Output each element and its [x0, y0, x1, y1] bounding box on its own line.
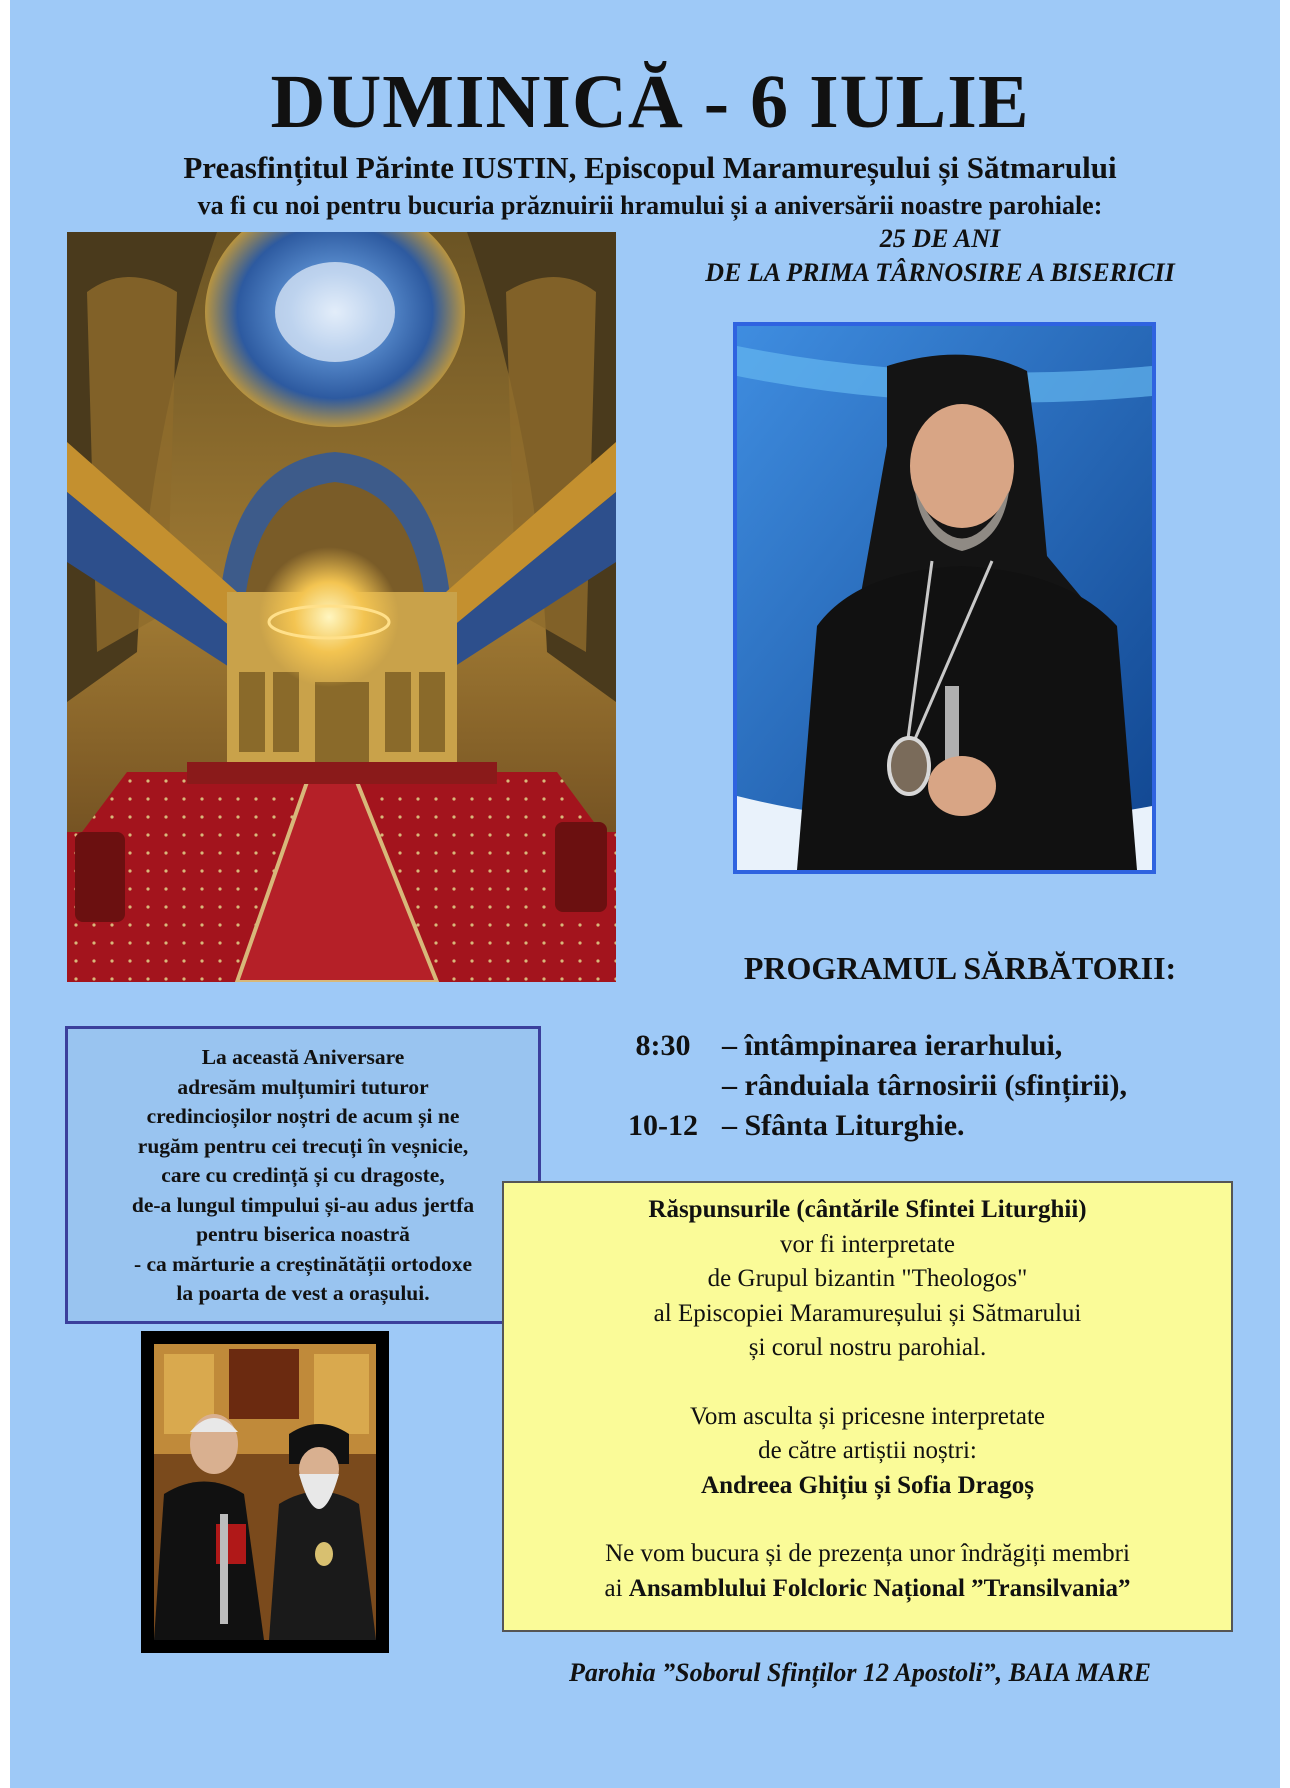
program-title: PROGRAMUL SĂRBĂTORII:	[743, 950, 1177, 986]
thanks-line: pentru biserica noastră	[196, 1222, 410, 1246]
responses-line: al Episcopiei Maramureșului și Sătmarului	[653, 1299, 1082, 1327]
clergy-photo	[141, 1331, 389, 1653]
artists-names: Andreea Ghițiu și Sofia Dragoș	[701, 1471, 1034, 1499]
anniversary-note	[655, 222, 1225, 290]
feast-announcement: va fi cu noi pentru bucuria prăznuirii hramului și a aniversării noastre parohiale:	[197, 191, 1103, 220]
thanks-line: de-a lungul timpului și-au adus jertfa	[131, 1192, 475, 1217]
schedule-item-2: – rânduiala târnosirii (sfințirii),	[722, 1069, 1127, 1102]
ensemble-name: Ansamblului Folcloric Național ”Transilvania”	[628, 1574, 1131, 1602]
responses-line: vor fi interpretate	[780, 1230, 955, 1258]
responses-box	[502, 1181, 1233, 1632]
schedule-item-3: – Sfânta Liturghie.	[722, 1109, 965, 1142]
thanks-line: La această Aniversare	[201, 1045, 405, 1069]
bishop-announcement: Preasfințitul Părinte IUSTIN, Episcopul Maramureșului și Sătmarului	[183, 150, 1117, 185]
bishop-portrait	[733, 322, 1156, 874]
responses-line: Ne vom bucura și de prezența unor îndrăgiți membri	[605, 1540, 1130, 1567]
page-title: DUMINICĂ - 6 IULIE	[270, 60, 1030, 144]
schedule-time-3: 10-12	[628, 1109, 698, 1142]
thanks-line: adresăm mulțumiri tuturor	[177, 1074, 429, 1099]
poster	[10, 0, 1280, 1788]
schedule-time-1: 8:30	[635, 1029, 691, 1062]
thanks-line: - ca mărturie a creștinătății ortodoxe	[133, 1251, 473, 1276]
parish-footer: Parohia ”Soborul Sfinților 12 Apostoli”, BAIA MARE	[568, 1658, 1152, 1687]
anniversary-line-1: 25 DE ANI	[879, 224, 1001, 253]
responses-line: Vom asculta și pricesne interpretate	[690, 1402, 1045, 1430]
ensemble-prefix: ai	[604, 1574, 629, 1602]
responses-line: de Grupul bizantin "Theologos"	[707, 1265, 1028, 1292]
thanks-line: credincioșilor noștri de acum și ne	[146, 1104, 460, 1128]
schedule-item-1: – întâmpinarea ierarhului,	[722, 1029, 1063, 1062]
thanks-line: rugăm pentru cei trecuți în veșnicie,	[137, 1133, 469, 1158]
ensemble-line	[504, 1572, 1231, 1607]
responses-line: și corul nostru parohial.	[748, 1334, 987, 1361]
responses-heading: Răspunsurile (cântările Sfintei Liturghii)	[648, 1196, 1087, 1223]
thanks-line: la poarta de vest a orașului.	[176, 1281, 430, 1305]
responses-line: de către artiștii noștri:	[758, 1437, 977, 1464]
church-interior-photo	[67, 232, 616, 982]
anniversary-line-2: DE LA PRIMA TÂRNOSIRE A BISERICII	[705, 258, 1175, 287]
thanks-box	[65, 1026, 541, 1324]
thanks-line: care cu credință și cu dragoste,	[161, 1163, 445, 1187]
